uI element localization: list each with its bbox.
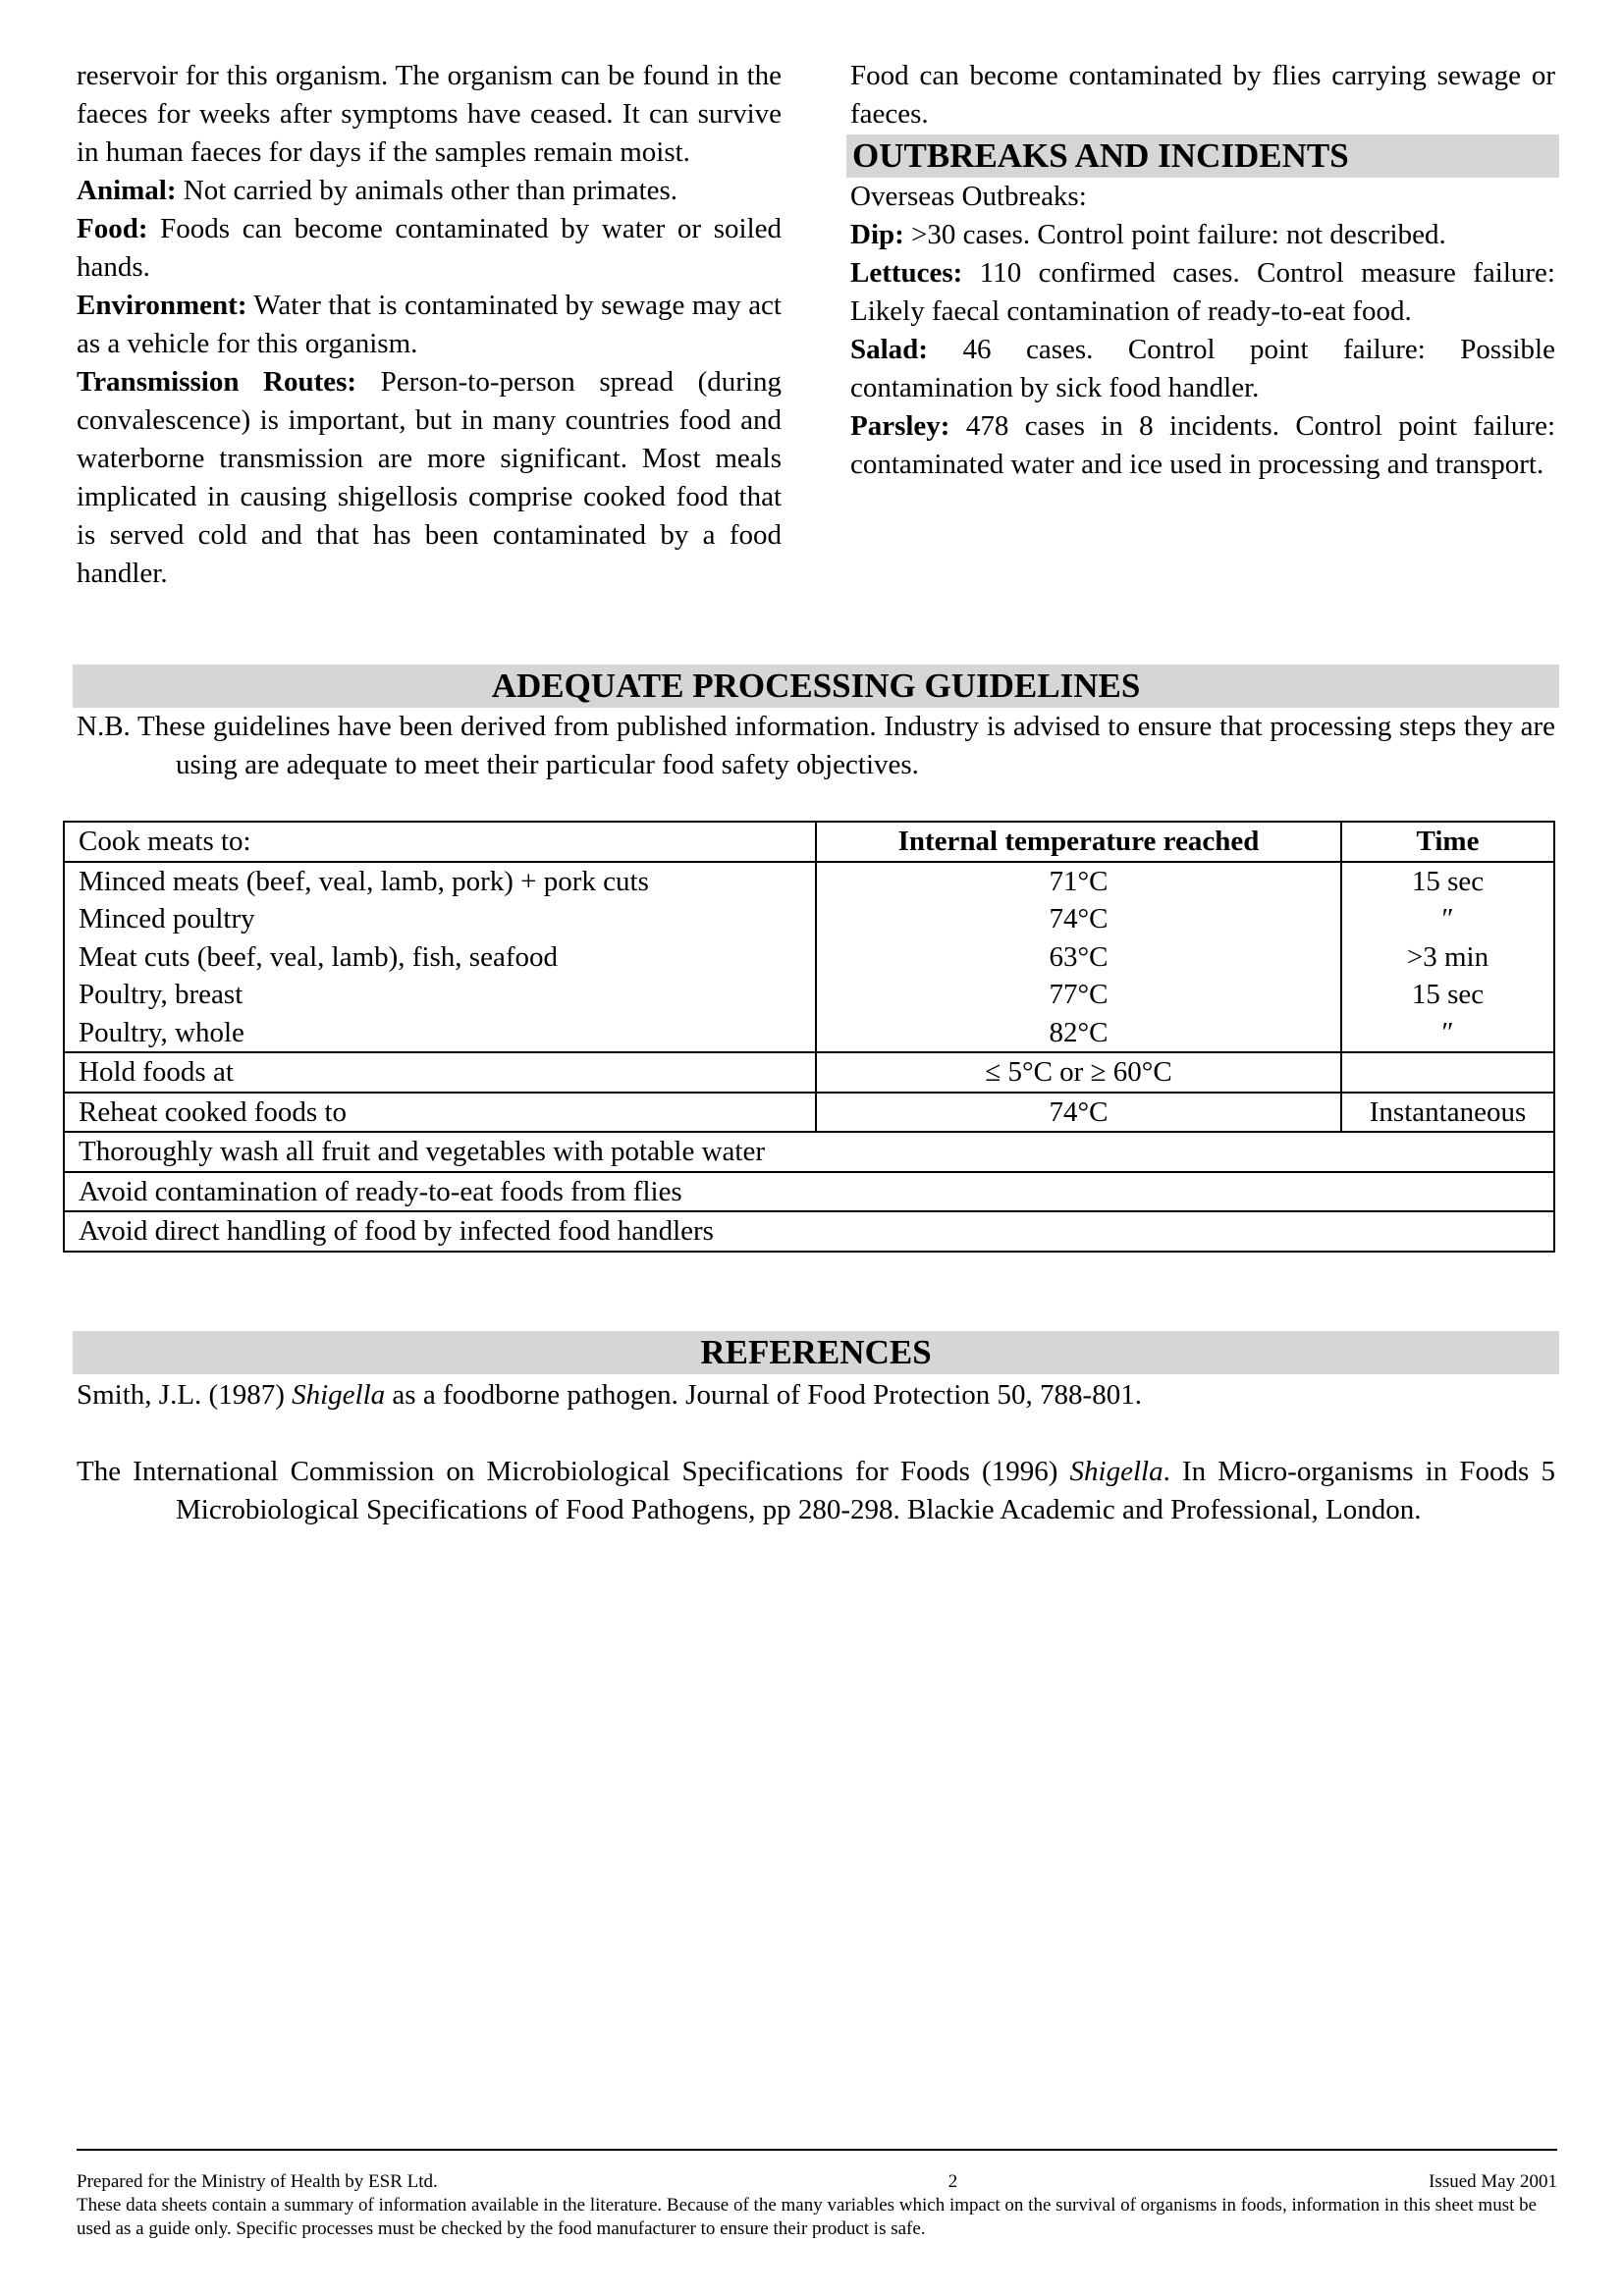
hold-temp: ≤ 5°C or ≥ 60°C <box>816 1052 1341 1093</box>
guidelines-table <box>63 821 1555 1253</box>
table-row-reheat <box>64 1093 1554 1133</box>
cook-item: Poultry, whole <box>79 1016 244 1048</box>
cook-time: ″ <box>1441 903 1454 934</box>
dip-paragraph <box>850 216 1555 254</box>
food-label: Food: <box>77 213 148 244</box>
guidelines-heading-text: ADEQUATE PROCESSING GUIDELINES <box>491 667 1141 705</box>
cook-time: ″ <box>1441 1016 1454 1048</box>
parsley-label: Parsley: <box>850 410 950 442</box>
lettuces-paragraph <box>850 254 1555 331</box>
left-paragraph-reservoir: reservoir for this organism. The organism can be found in the faeces for weeks after symptoms have ceased. It can survive in human faeces for days if the samples remain moist. <box>77 60 782 168</box>
reference-2-italic: Shigella <box>1069 1456 1163 1487</box>
right-paragraph-flies: Food can become contaminated by flies carrying sewage or faeces. <box>850 60 1555 130</box>
guidelines-note-text: N.B. These guidelines have been derived from published information. Industry is advised to ensure that processing steps they are using are adequate to meet their particular food safety objectives. <box>77 711 1555 780</box>
handling-instruction: Avoid direct handling of food by infected food handlers <box>64 1211 1554 1252</box>
right-column <box>850 57 1555 133</box>
lettuces-label: Lettuces: <box>850 257 963 289</box>
parsley-text: 478 cases in 8 incidents. Control point failure: contaminated water and ice used in processing and transport. <box>850 410 1555 480</box>
hold-time <box>1341 1052 1554 1093</box>
references-list <box>77 1376 1555 1568</box>
cook-temp: 77°C <box>1049 979 1109 1010</box>
table-header-row <box>64 822 1554 862</box>
reference-1-text: Smith, J.L. (1987) <box>77 1379 293 1411</box>
cook-temp: 82°C <box>1049 1016 1109 1048</box>
footer-disclaimer: These data sheets contain a summary of information available in the literature. Because of the many variables which impact on the survival of organisms in foods, information in this sheet must be used as a guide only. Specific processes must be checked by the food manufacturer to ensure their product is safe. <box>77 2195 1538 2239</box>
reference-1-rest: as a foodborne pathogen. Journal of Food Protection 50, 788-801. <box>385 1379 1142 1411</box>
salad-text: 46 cases. Control point failure: Possible contamination by sick food handler. <box>850 334 1555 403</box>
transmission-label: Transmission Routes: <box>77 366 357 398</box>
environment-text: Water that is contaminated by sewage may act as a vehicle for this organism. <box>77 290 782 359</box>
reference-item <box>77 1453 1555 1529</box>
reference-item <box>77 1376 1555 1415</box>
table-row-handling <box>64 1211 1554 1252</box>
cook-times-cell <box>1341 862 1554 1053</box>
table-row-cook-meats <box>64 862 1554 1053</box>
transmission-paragraph <box>77 363 782 593</box>
header-time: Time <box>1341 822 1554 862</box>
outbreaks-heading-text: OUTBREAKS AND INCIDENTS <box>852 136 1349 175</box>
food-text: Foods can become contaminated by water or soiled hands. <box>77 213 782 283</box>
reheat-time: Instantaneous <box>1341 1093 1554 1133</box>
outbreaks-list <box>850 178 1555 484</box>
cook-temp: 71°C <box>1049 865 1109 897</box>
reheat-label: Reheat cooked foods to <box>64 1093 816 1133</box>
cook-items-cell <box>64 862 816 1053</box>
footer-divider <box>77 2149 1557 2151</box>
reheat-temp: 74°C <box>816 1093 1341 1133</box>
header-internal-temperature: Internal temperature reached <box>816 822 1341 862</box>
table-row-hold <box>64 1052 1554 1093</box>
animal-label: Animal: <box>77 175 177 206</box>
wash-instruction: Thoroughly wash all fruit and vegetables with potable water <box>64 1132 1554 1172</box>
reference-2-text: The International Commission on Microbiological Specifications for Foods (1996) <box>77 1456 1070 1487</box>
cook-item: Minced poultry <box>79 903 255 934</box>
cook-item: Poultry, breast <box>79 979 243 1010</box>
references-heading-text: REFERENCES <box>700 1333 932 1371</box>
transmission-text: Person-to-person spread (during convalescence) is important, but in many countries food and waterborne transmission are more significant. Most meals implicated in causing shigellosis comprise cooked food that is served cold and that has been contaminated by a food handler. <box>77 366 782 589</box>
outbreaks-heading <box>846 134 1559 178</box>
hold-label: Hold foods at <box>64 1052 816 1093</box>
cook-time: >3 min <box>1406 940 1489 973</box>
parsley-paragraph <box>850 407 1555 484</box>
reference-1-italic: Shigella <box>292 1379 386 1411</box>
animal-paragraph <box>77 172 782 210</box>
cook-temps-cell <box>816 862 1341 1053</box>
environment-paragraph <box>77 287 782 363</box>
left-column <box>77 57 782 593</box>
cook-temp: 63°C <box>1049 940 1109 973</box>
salad-label: Salad: <box>850 334 928 365</box>
food-paragraph <box>77 210 782 287</box>
cook-time: 15 sec <box>1411 979 1485 1010</box>
dip-text: >30 cases. Control point failure: not described. <box>903 219 1446 250</box>
references-heading <box>73 1331 1559 1374</box>
salad-paragraph <box>850 331 1555 407</box>
footer-prepared-for: Prepared for the Ministry of Health by ESR Ltd. <box>77 2171 438 2192</box>
cook-item: Meat cuts (beef, veal, lamb), fish, seafood <box>79 940 558 973</box>
footer-issued: Issued May 2001 <box>1429 2171 1557 2192</box>
reference-2-rest: . In Micro-organisms in Foods 5 Microbiological Specifications of Food Pathogens, pp 280-298. Blackie Academic and Professional, London. <box>176 1456 1555 1525</box>
overseas-outbreaks-label: Overseas Outbreaks: <box>850 181 1087 212</box>
guidelines-heading <box>73 665 1559 708</box>
table-row-wash <box>64 1132 1554 1172</box>
footer <box>77 2170 1557 2241</box>
footer-top-row <box>77 2170 1557 2194</box>
dip-label: Dip: <box>850 219 904 250</box>
animal-text: Not carried by animals other than primates. <box>176 175 678 206</box>
page-number: 2 <box>947 2171 958 2192</box>
cook-time: 15 sec <box>1411 865 1485 897</box>
cook-item: Minced meats (beef, veal, lamb, pork) + pork cuts <box>79 865 649 897</box>
table-row-flies <box>64 1172 1554 1212</box>
cook-temp: 74°C <box>1049 903 1109 934</box>
lettuces-text: 110 confirmed cases. Control measure failure: Likely faecal contamination of ready-to-eat food. <box>850 257 1555 327</box>
guidelines-note <box>77 708 1555 784</box>
environment-label: Environment: <box>77 290 247 321</box>
header-cook-meats: Cook meats to: <box>64 822 816 862</box>
flies-instruction: Avoid contamination of ready-to-eat foods from flies <box>64 1172 1554 1212</box>
